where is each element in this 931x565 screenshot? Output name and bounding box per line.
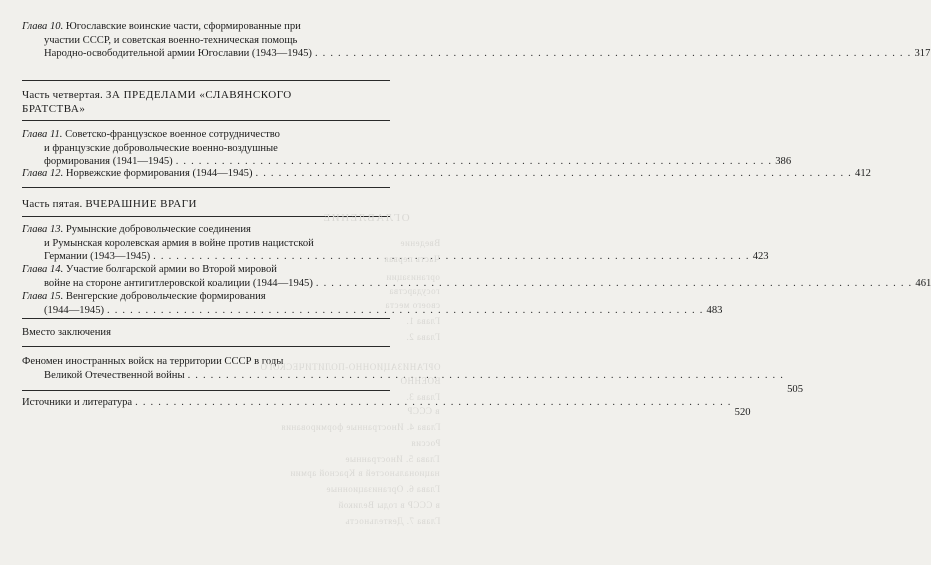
divider-rule xyxy=(22,80,390,81)
chapter-title-last-line: формирования (1941—1945) xyxy=(44,156,173,168)
part-label: Часть четвертая. xyxy=(22,89,103,101)
part-label: Часть пятая. xyxy=(22,198,83,210)
chapter-title-line: Югославские воинские части, сформированные при xyxy=(65,21,301,32)
page-number: 317 xyxy=(914,48,931,60)
leader-dots xyxy=(107,304,704,318)
bleed-line: Глава 1. xyxy=(405,316,440,326)
bleed-line: Россия xyxy=(410,438,440,448)
chapter-number: Глава 13. xyxy=(22,224,64,235)
chapter-number: Глава 14. xyxy=(22,264,64,275)
bleed-line: Часть первая xyxy=(384,254,440,264)
chapter-number: Глава 12. xyxy=(22,168,64,179)
part-heading-five xyxy=(22,198,390,212)
bleed-line: Глава 3. xyxy=(405,392,440,402)
leader-dots xyxy=(256,167,853,181)
divider-rule xyxy=(22,318,390,319)
divider-rule xyxy=(22,346,390,347)
bleed-line: организации xyxy=(386,272,440,282)
toc-entry-chapter-12[interactable] xyxy=(22,167,871,181)
chapter-title-line: участии СССР, и советская военно-техническая помощь xyxy=(44,34,298,46)
leader-dots xyxy=(153,250,750,264)
bleed-line: национальностей в Красной армии xyxy=(290,468,440,478)
page-number: 461 xyxy=(915,277,931,289)
bleed-line: государства xyxy=(389,286,440,296)
bleed-line: ОРГАНИЗАЦИОННО-ПОЛИТИЧЕСКОГО xyxy=(259,362,440,372)
bleed-line: в СССР xyxy=(407,406,440,416)
part-title: ЗА ПРЕДЕЛАМИ «СЛАВЯНСКОГО xyxy=(105,89,292,101)
entry-title-last-line: Великой Отечественной войны xyxy=(44,369,185,381)
chapter-title-last-line: (1944—1945) xyxy=(44,304,105,316)
bleed-line: ОГЛАВЛЕНИЕ xyxy=(322,212,410,224)
part-heading-four xyxy=(22,89,390,116)
chapter-title-line: и Румынская королевская армия в войне против нацистской xyxy=(44,237,314,249)
chapter-title-last-line: войне на стороне антигитлеровской коалиции (1944—1945) xyxy=(44,277,313,289)
bleed-line: своего места xyxy=(385,300,440,310)
chapter-title-last-line: Народно-освободительной армии Югославии (1943—1945) xyxy=(44,48,312,60)
chapter-title-line: Румынские добровольческие соединения xyxy=(65,224,251,235)
toc-entry-chapter-10[interactable] xyxy=(22,20,931,61)
chapter-title-last-line: Германии (1943—1945) xyxy=(44,251,151,263)
entry-title-line: Феномен иностранных войск на территории СССР в годы xyxy=(22,356,284,367)
bleed-line: в СССР в годы Великой xyxy=(338,500,440,510)
bleed-line: ВОЕННО xyxy=(399,376,440,386)
part-title-continued: БРАТСТВА» xyxy=(22,102,86,115)
page-number: 386 xyxy=(775,156,792,168)
page-number: 412 xyxy=(855,168,871,179)
chapter-number: Глава 15. xyxy=(22,291,64,302)
bleed-line: Глава 6. Организационные xyxy=(325,484,440,494)
leader-dots xyxy=(188,369,785,383)
page-number: 520 xyxy=(734,407,751,418)
divider-rule xyxy=(22,120,390,121)
chapter-title-line: и французские добровольческие военно-воздушные xyxy=(44,142,278,154)
leader-dots xyxy=(316,277,913,291)
page-number: 505 xyxy=(787,383,803,395)
leader-dots xyxy=(135,396,732,410)
chapter-title-line: Участие болгарской армии во Второй мировой xyxy=(65,264,277,275)
part-title: ВЧЕРАШНИЕ ВРАГИ xyxy=(85,198,197,210)
page-number: 483 xyxy=(706,304,723,316)
bleed-line: Глава 4. Иностранные формирования xyxy=(280,422,440,432)
chapter-number: Глава 10. xyxy=(22,21,64,32)
bleed-line: Глава 7. Деятельность xyxy=(344,516,440,526)
entry-title-last-line: Источники и литература xyxy=(22,397,133,408)
leader-dots xyxy=(315,47,912,61)
divider-rule xyxy=(22,187,390,188)
chapter-title-line: Советско-французское военное сотрудничество xyxy=(65,129,280,140)
conclusion-title: Вместо заключения xyxy=(22,327,111,338)
toc-entry-conclusion[interactable] xyxy=(22,326,390,340)
bleed-line: Глава 5. Иностранные xyxy=(345,454,440,464)
chapter-number: Глава 11. xyxy=(22,129,63,140)
toc-entry-chapter-11[interactable] xyxy=(22,128,792,169)
chapter-title-last-line: Норвежские формирования (1944—1945) xyxy=(65,168,253,179)
bleed-line: Введение xyxy=(399,238,440,248)
divider-rule xyxy=(22,216,390,217)
chapter-title-line: Венгерские добровольческие формирования xyxy=(65,291,266,302)
bleed-line: Глава 2. xyxy=(405,332,440,342)
page-number: 423 xyxy=(752,251,769,263)
divider-rule xyxy=(22,390,390,391)
